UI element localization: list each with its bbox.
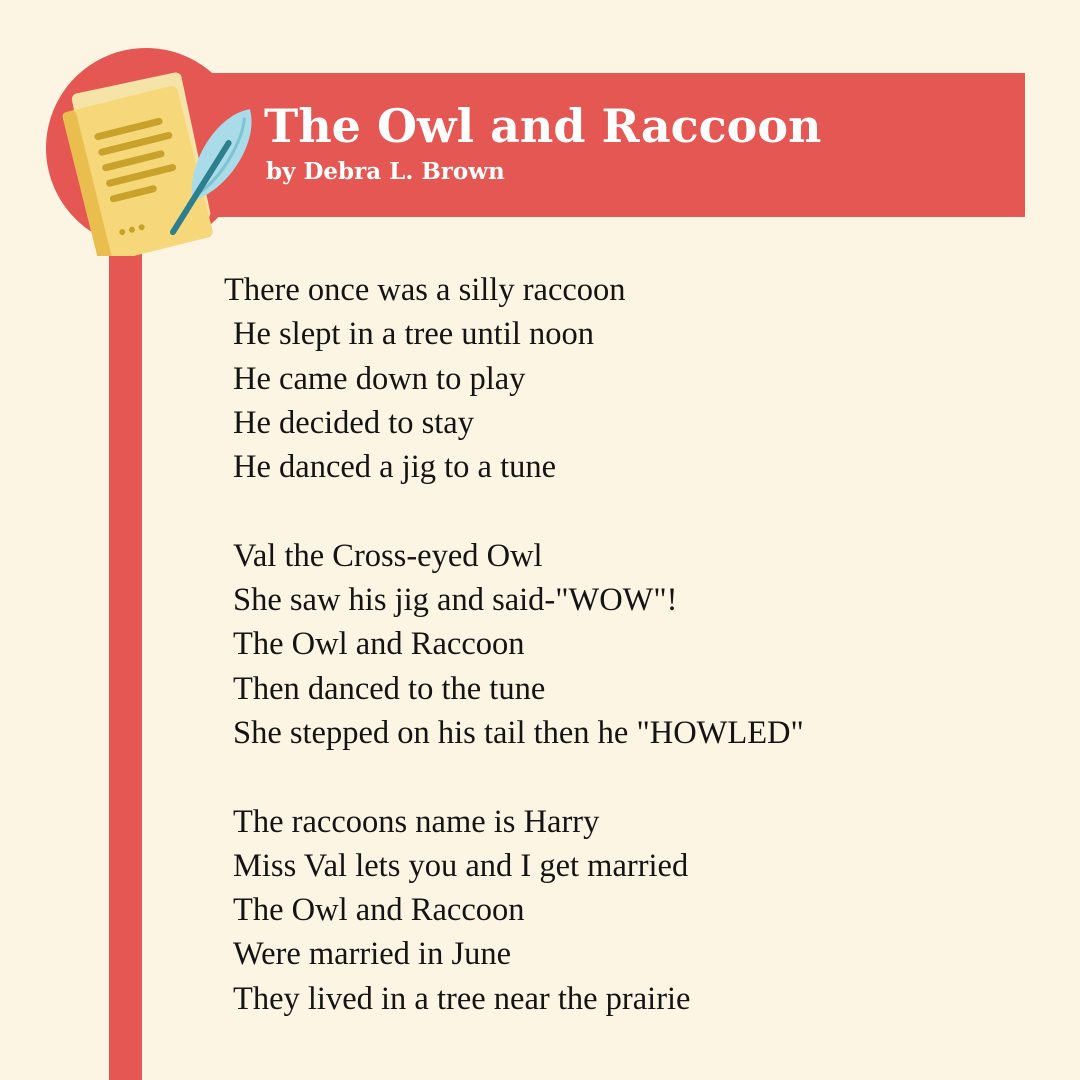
vertical-accent-bar (109, 150, 142, 1080)
poem-line: The Owl and Raccoon (233, 626, 525, 663)
poem-line: The Owl and Raccoon (233, 892, 525, 929)
poem-line: They lived in a tree near the prairie (233, 980, 691, 1017)
poem-author: by Debra L. Brown (266, 158, 505, 185)
poem-line: Miss Val lets you and I get married (233, 847, 689, 884)
poem-body (224, 268, 1054, 1021)
poem-line: Val the Cross-eyed Owl (233, 537, 543, 574)
poem-line: He danced a jig to a tune (233, 449, 557, 486)
poem-line: She saw his jig and said-"WOW"! (233, 582, 678, 619)
poem-title: The Owl and Raccoon (264, 99, 822, 153)
poem-line: He came down to play (233, 360, 526, 397)
emblem (38, 40, 254, 256)
stanza-3 (224, 800, 1054, 1021)
paper-and-quill-icon (38, 40, 254, 256)
poem-line: He slept in a tree until noon (233, 316, 595, 353)
stanza-2 (224, 534, 1054, 755)
stanza-1 (224, 268, 1054, 489)
poem-line: He decided to stay (233, 404, 474, 441)
poem-line: Were married in June (233, 936, 512, 973)
poem-line: Then danced to the tune (233, 670, 546, 707)
poem-line: She stepped on his tail then he "HOWLED" (233, 714, 804, 751)
poem-line: There once was a silly raccoon (224, 272, 626, 308)
poem-line: The raccoons name is Harry (233, 803, 600, 840)
